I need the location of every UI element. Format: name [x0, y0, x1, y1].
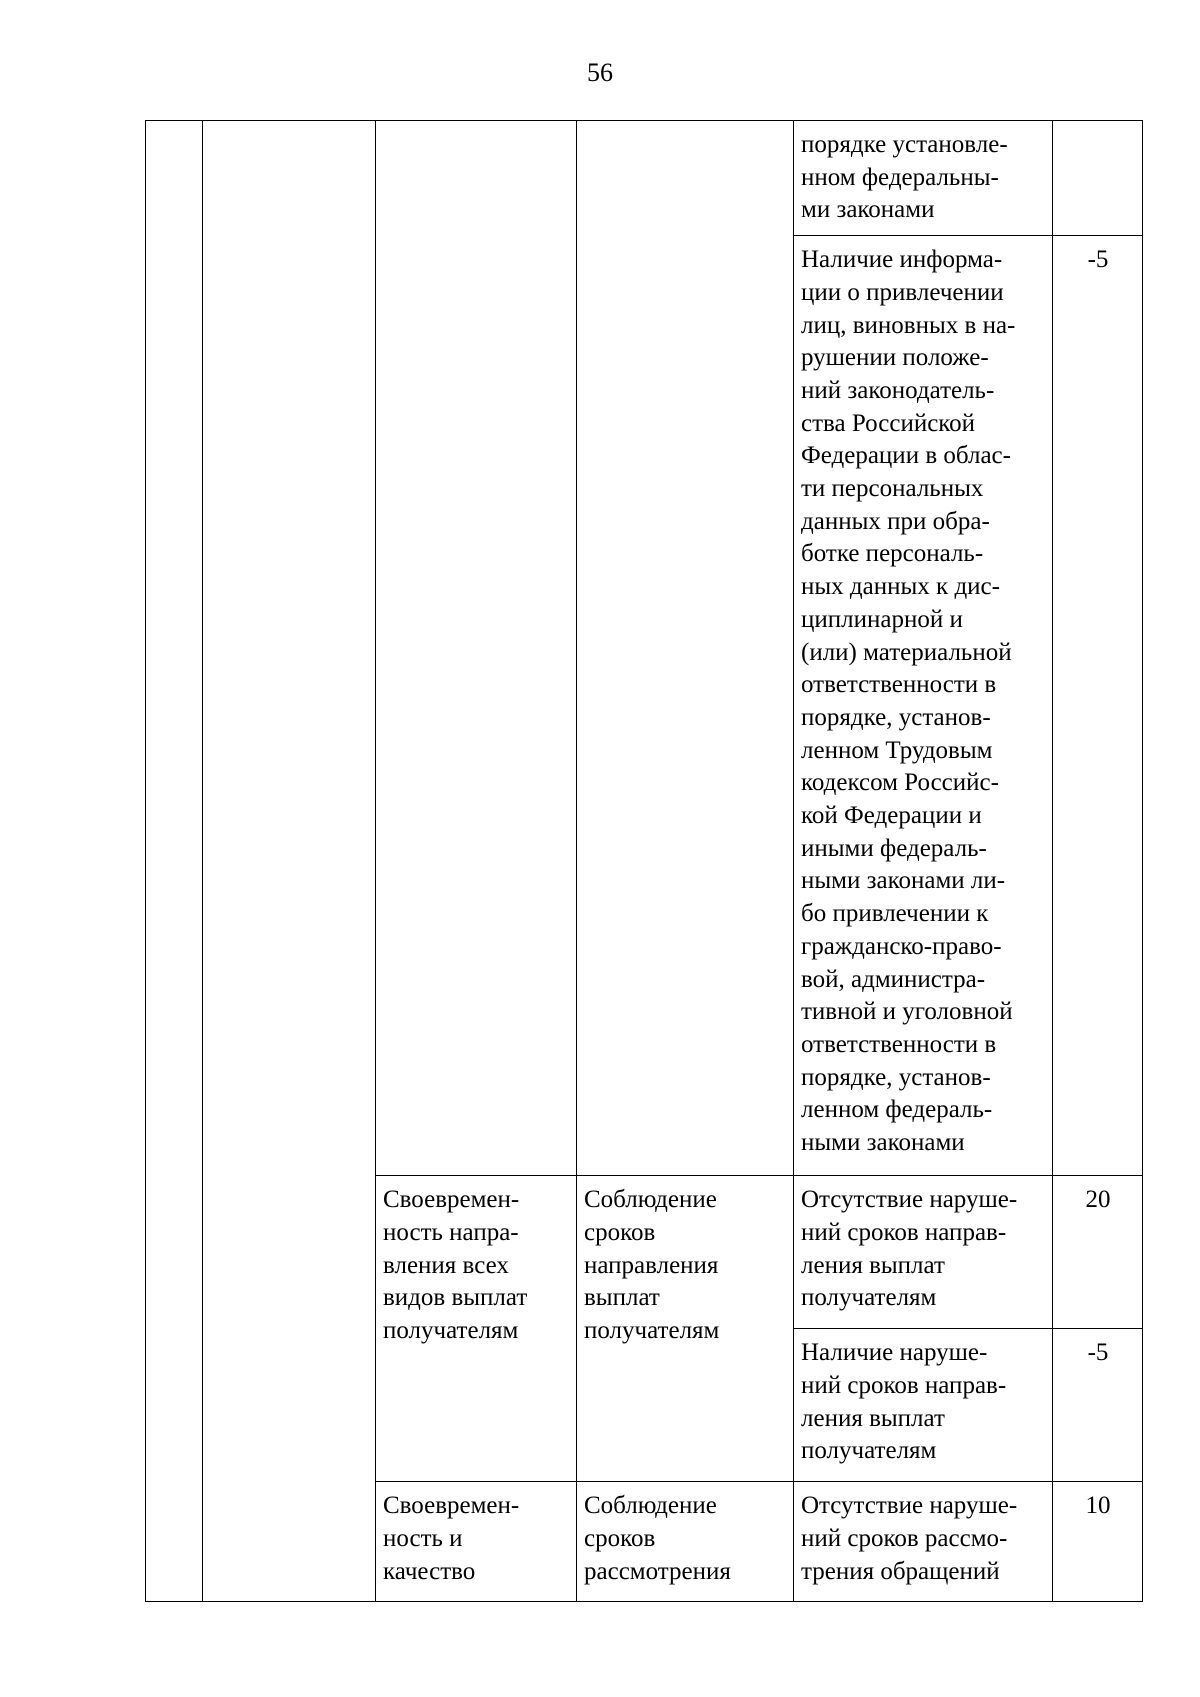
indicator-cell: порядке установле- нном федеральны- ми законами: [794, 121, 1053, 236]
method-cell: Соблюдение сроков направления выплат получателям: [577, 1176, 794, 1482]
score-cell: [1053, 121, 1143, 236]
page-number: 56: [587, 58, 613, 87]
method-cell: Соблюдение сроков рассмотрения: [577, 1482, 794, 1602]
indicator-group-cell: [203, 121, 376, 1602]
criterion-cell: Своевремен- ность и качество: [376, 1482, 577, 1602]
score-cell: -5: [1053, 236, 1143, 1176]
score-cell: -5: [1053, 1329, 1143, 1482]
score-cell: 20: [1053, 1176, 1143, 1329]
indicator-cell: Наличие информа- ции о привлечении лиц, виновных в на- рушении положе- ний законодатель- ства Российской Федерации в облас- ти персональных данных при обра- ботке персональ- ных данных к дис- циплинарной и (или) материальной ответственности в порядке, установ- ленном Трудовым кодексом Российс- кой Федерации и иными федераль- ными законами ли- бо привлечении к гражданско-право- вой, администра- тивной и уголовной ответственности в порядке, установ- ленном федераль- ными законами: [794, 236, 1053, 1176]
criteria-table: [145, 120, 1143, 1602]
score-cell: 10: [1053, 1482, 1143, 1602]
table-row: [146, 121, 1143, 236]
indicator-cell: Наличие наруше- ний сроков направ- ления выплат получателям: [794, 1329, 1053, 1482]
method-cell: [577, 121, 794, 1176]
indicator-cell: Отсутствие наруше- ний сроков направ- ления выплат получателям: [794, 1176, 1053, 1329]
indicator-cell: Отсутствие наруше- ний сроков рассмо- трения обращений: [794, 1482, 1053, 1602]
number-cell: [146, 121, 203, 1602]
criterion-cell: Своевремен- ность напра- вления всех видов выплат получателям: [376, 1176, 577, 1482]
criterion-cell: [376, 121, 577, 1176]
